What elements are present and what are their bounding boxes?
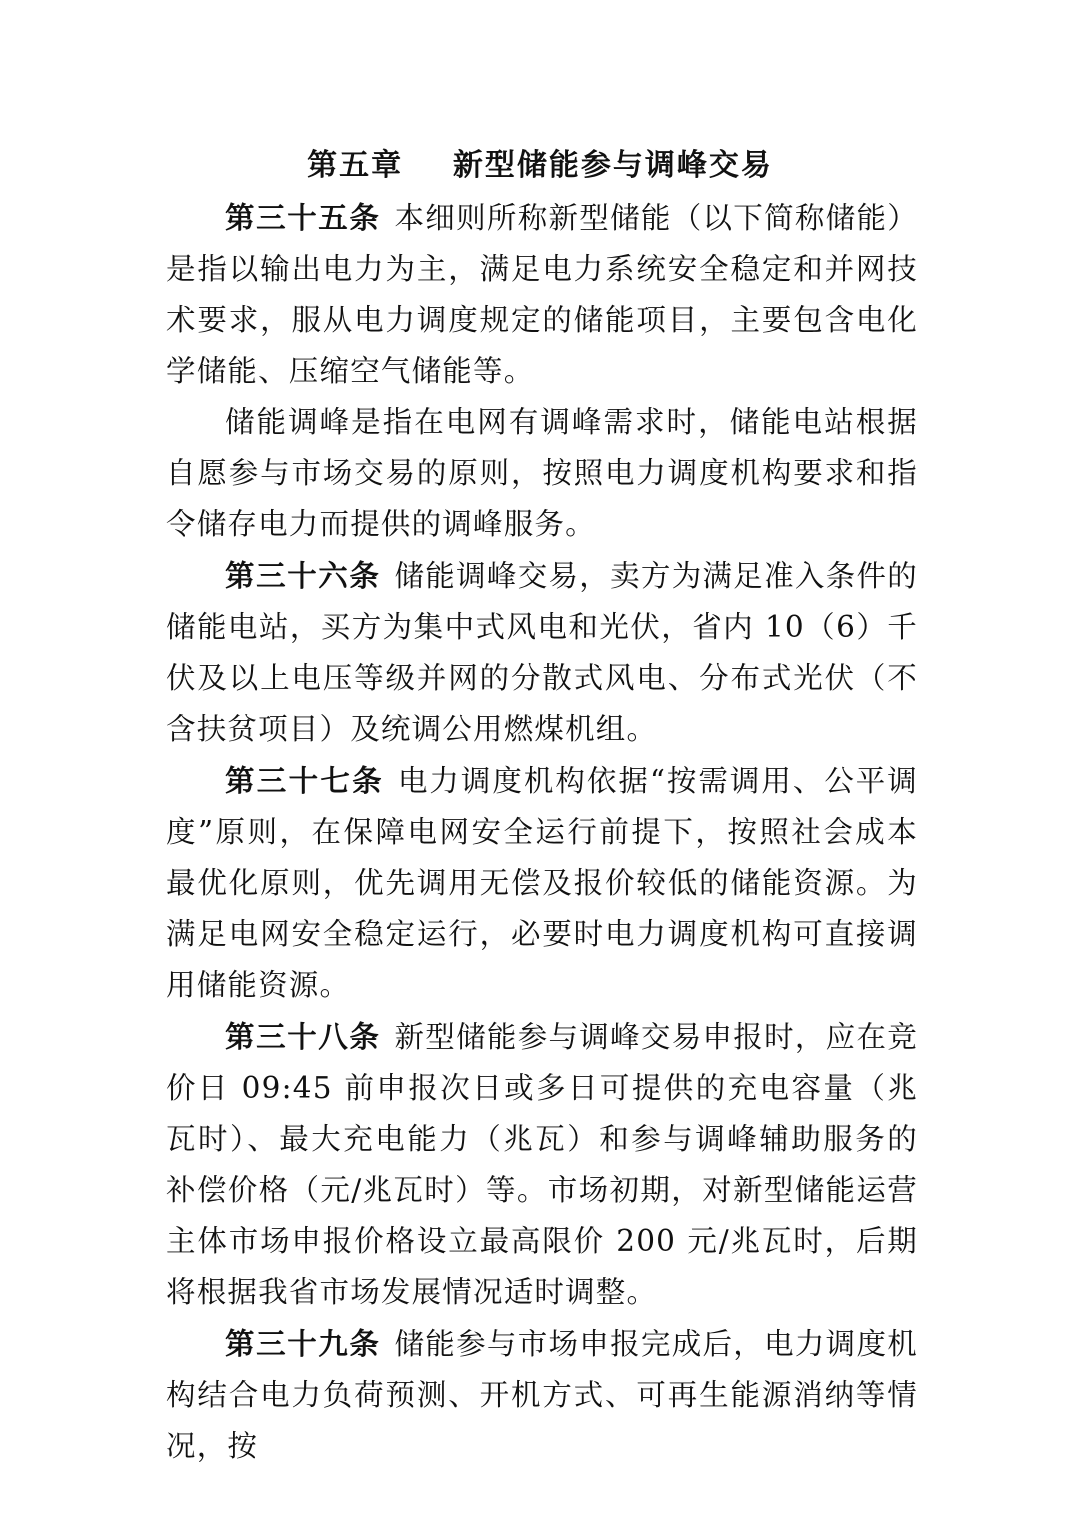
paragraph-text: 储能调峰是指在电网有调峰需求时，储能电站根据自愿参与市场交易的原则，按照电力调度机构要求和指令储存电力而提供的调峰服务。 bbox=[166, 405, 918, 541]
paragraph-text: 本细则所称新型储能（以下简称储能）是指以输出电力为主，满足电力系统安全稳定和并网技术要求，服从电力调度规定的储能项目，主要包含电化学储能、压缩空气储能等。 bbox=[166, 201, 918, 388]
paragraph-article-37 bbox=[166, 755, 918, 1011]
paragraph-text: 电力调度机构依据“按需调用、公平调度”原则，在保障电网安全运行前提下，按照社会成本最优化原则，优先调用无偿及报价较低的储能资源。为满足电网安全稳定运行，必要时电力调度机构可直接调用储能资源。 bbox=[166, 764, 918, 1002]
paragraph-text: 储能调峰交易，卖方为满足准入条件的储能电站，买方为集中式风电和光伏，省内 10（6）千伏及以上电压等级并网的分散式风电、分布式光伏（不含扶贫项目）及统调公用燃煤机组。 bbox=[166, 559, 918, 746]
article-number: 第三十六条 bbox=[225, 558, 381, 593]
paragraph-text: 新型储能参与调峰交易申报时，应在竞价日 09:45 前申报次日或多日可提供的充电容量（兆瓦时）、最大充电能力（兆瓦）和参与调峰辅助服务的补偿价格（元/兆瓦时）等。市场初期，对新型储能运营主体市场申报价格设立最高限价 200 元/兆瓦时，后期将根据我省市场发展情况适时调整。 bbox=[166, 1020, 918, 1309]
paragraph-text: 储能参与市场申报完成后，电力调度机构结合电力负荷预测、开机方式、可再生能源消纳等情况，按 bbox=[166, 1327, 918, 1463]
article-number: 第三十九条 bbox=[225, 1326, 381, 1361]
paragraph-article-38 bbox=[166, 1011, 918, 1318]
article-number: 第三十五条 bbox=[225, 200, 381, 235]
paragraph-article-36 bbox=[166, 550, 918, 755]
paragraph-article-39 bbox=[166, 1318, 918, 1472]
article-number: 第三十八条 bbox=[225, 1019, 381, 1054]
body-text bbox=[166, 192, 918, 1472]
paragraph-peak-regulation-definition bbox=[166, 397, 918, 550]
article-number: 第三十七条 bbox=[225, 763, 384, 798]
chapter-title: 第五章 新型储能参与调峰交易 bbox=[307, 148, 773, 183]
paragraph-article-35 bbox=[166, 192, 918, 397]
